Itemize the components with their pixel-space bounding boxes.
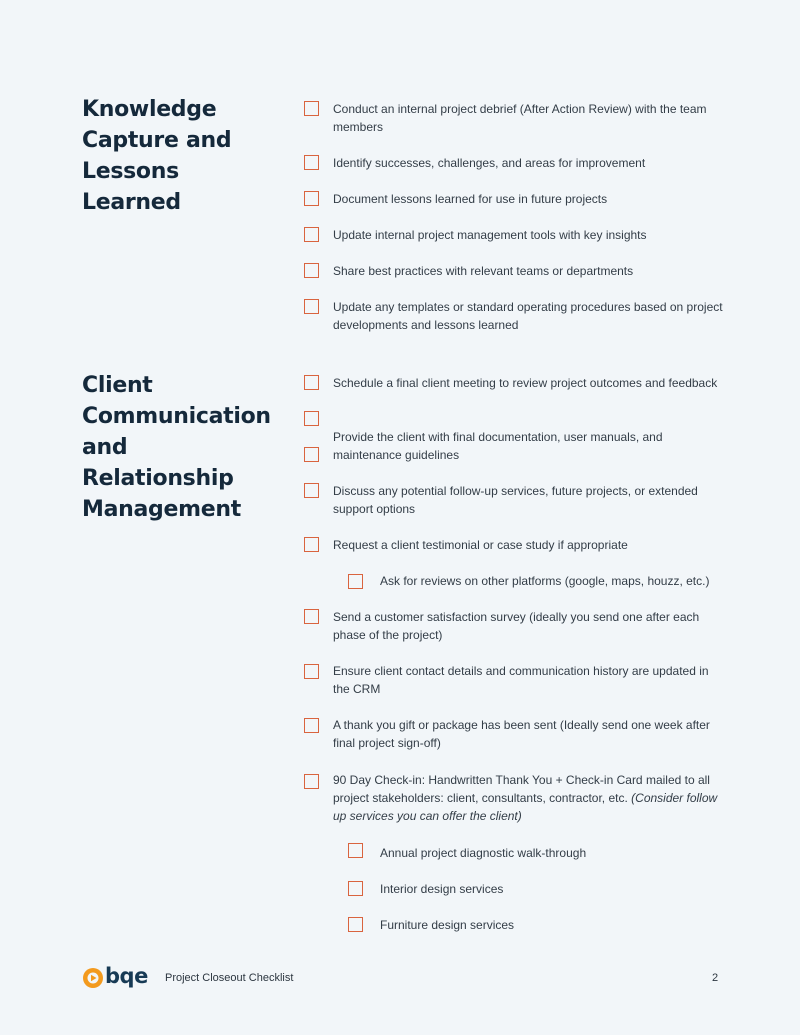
title-line: Client [82, 373, 153, 398]
checkbox-share-best-practices[interactable] [304, 263, 319, 278]
checkbox-thank-you-gift[interactable] [304, 718, 319, 733]
title-line: Knowledge [82, 97, 217, 122]
checkbox-furniture-design[interactable] [348, 917, 363, 932]
checkbox-follow-up-services[interactable] [304, 483, 319, 498]
logo-mark-icon [82, 967, 104, 989]
item-text-reviews: Ask for reviews on other platforms (google, maps, houzz, etc.) [380, 574, 710, 588]
title-line: Communication [82, 404, 271, 429]
item-text-satisfaction-survey: Send a customer satisfaction survey (ideally you send one after each phase of the project) [333, 610, 700, 642]
item-text-90-day-check-in [333, 771, 723, 825]
checkbox-final-documentation[interactable] [304, 411, 319, 426]
section-title-knowledge-capture [82, 94, 282, 218]
checkbox-final-meeting[interactable] [304, 375, 319, 390]
item-text-identify-successes: Identify successes, challenges, and areas for improvement [333, 156, 646, 170]
item-text-update-templates: Update any templates or standard operating procedures based on project developments and lessons learned [333, 300, 723, 332]
item-text-testimonial: Request a client testimonial or case study if appropriate [333, 538, 628, 552]
title-line: Management [82, 497, 241, 522]
page-number: 2 [712, 972, 719, 984]
item-text-italic-note: (Consider follow up services you can offer the client) [333, 791, 718, 823]
item-text-final-documentation: Provide the client with final documentation, user manuals, and maintenance guidelines [333, 430, 663, 462]
section-title-client-communication [82, 370, 282, 525]
item-text-debrief: Conduct an internal project debrief (After Action Review) with the team members [333, 102, 707, 134]
bqe-logo [82, 964, 148, 991]
item-text-document-lessons: Document lessons learned for use in future projects [333, 192, 608, 206]
item-text-follow-up-services: Discuss any potential follow-up services, future projects, or extended support options [333, 484, 698, 516]
checkbox-final-documentation-2[interactable] [304, 447, 319, 462]
item-text-main: 90 Day Check-in: Handwritten Thank You + Check-in Card mailed to all project stakeholders: client, consultants, contractor, etc. [333, 773, 710, 805]
logo-wordmark: bqe [105, 964, 148, 988]
checkbox-document-lessons[interactable] [304, 191, 319, 206]
checkbox-update-tools[interactable] [304, 227, 319, 242]
item-text-final-meeting: Schedule a final client meeting to review project outcomes and feedback [333, 376, 718, 390]
checkbox-diagnostic-walkthrough[interactable] [348, 843, 363, 858]
item-text-furniture-design: Furniture design services [380, 918, 515, 932]
checkbox-crm-update[interactable] [304, 664, 319, 679]
checkbox-update-templates[interactable] [304, 299, 319, 314]
checkbox-reviews[interactable] [348, 574, 363, 589]
checkbox-interior-design[interactable] [348, 881, 363, 896]
checkbox-debrief[interactable] [304, 101, 319, 116]
item-text-update-tools: Update internal project management tools with key insights [333, 228, 647, 242]
checkbox-testimonial[interactable] [304, 537, 319, 552]
title-line: Capture and [82, 128, 232, 153]
item-text-crm-update: Ensure client contact details and communication history are updated in the CRM [333, 664, 709, 696]
item-text-thank-you-gift: A thank you gift or package has been sent (Ideally send one week after final project sign-off) [333, 718, 710, 750]
item-text-share-best-practices: Share best practices with relevant teams or departments [333, 264, 634, 278]
footer-document-title: Project Closeout Checklist [165, 972, 294, 984]
item-text-interior-design: Interior design services [380, 882, 504, 896]
title-line: Lessons Learned [82, 159, 181, 215]
item-text-diagnostic-walkthrough: Annual project diagnostic walk-through [380, 846, 587, 860]
title-line: and Relationship [82, 435, 234, 491]
checkbox-90-day-check-in[interactable] [304, 774, 319, 789]
checkbox-satisfaction-survey[interactable] [304, 609, 319, 624]
checkbox-identify-successes[interactable] [304, 155, 319, 170]
